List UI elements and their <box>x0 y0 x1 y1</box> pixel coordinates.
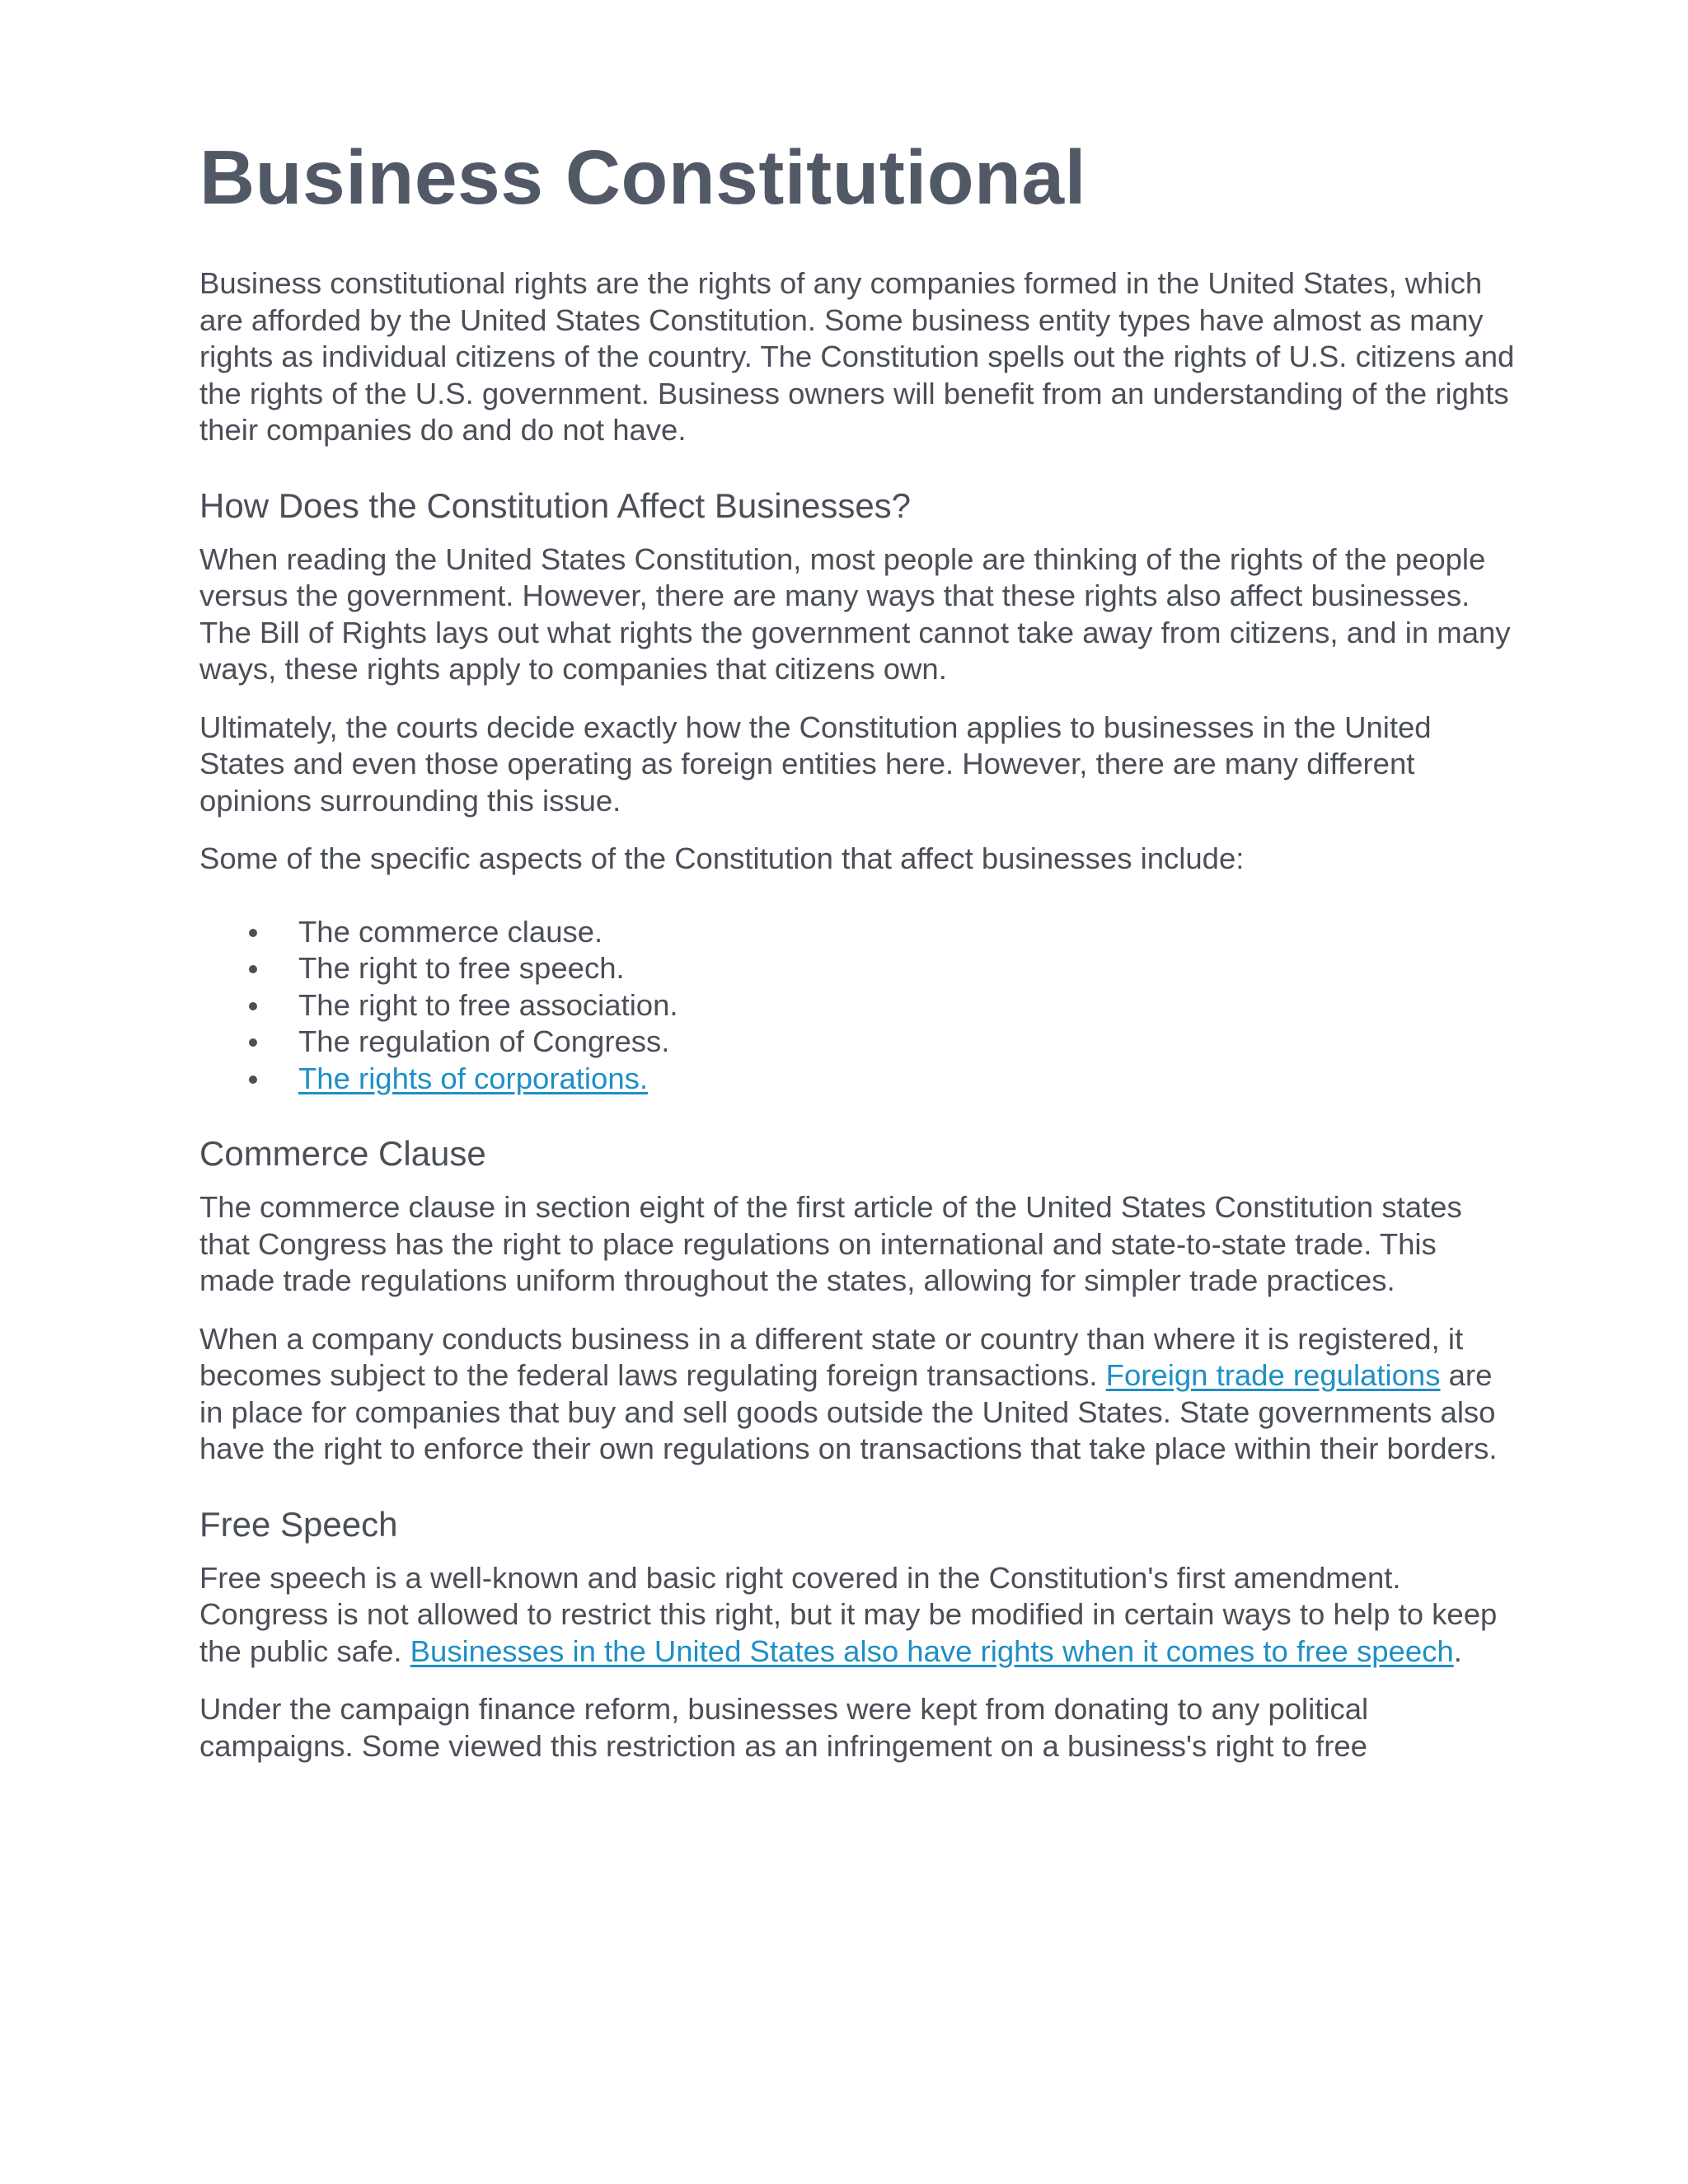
bullet-icon <box>249 929 257 937</box>
document-title: Business Constitutional <box>199 134 1086 220</box>
rights-of-corporations-link[interactable]: The rights of corporations. <box>298 1061 649 1095</box>
section2-paragraph-1: The commerce clause in section eight of the first article of the United States Constitution states that Congress has the right to place regulations on international and state-to-state trade. This made trade regulations uniform throughout the states, allowing for simpler trade practices. <box>199 1190 1462 1297</box>
aspects-bullet-list <box>199 914 1518 1098</box>
bullet-icon <box>249 1002 257 1010</box>
list-item: The commerce clause. <box>199 914 1518 951</box>
section3-paragraph-1: Free speech is a well-known and basic right covered in the Constitution's first amendment. Congress is not allowed to restrict this right, but it may be modified in certain ways to help to keep the public safe. Businesses in the United States also have rights when it comes to free speech. <box>199 1560 1498 1668</box>
section3-paragraph-2: Under the campaign finance reform, businesses were kept from donating to any political campaigns. Some viewed this restriction as an infringement on a business's right to free <box>199 1692 1369 1763</box>
list-item <box>199 1061 1518 1098</box>
list-item: The right to free speech. <box>199 950 1518 987</box>
intro-paragraph: Business constitutional rights are the rights of any companies formed in the United States, which are afforded by the United States Constitution. Some business entity types have almost as many rights as individual citizens of the country. The Constitution spells out the rights of U.S. citizens and the rights of the U.S. government. Business owners will benefit from an understanding of the rights their companies do and do not have. <box>199 266 1515 447</box>
list-item: The regulation of Congress. <box>199 1024 1518 1061</box>
bullet-icon <box>249 1038 257 1047</box>
section1-paragraph-2: Ultimately, the courts decide exactly how the Constitution applies to businesses in the United States and even those operating as foreign entities here. However, there are many different opinions surrounding this issue. <box>199 710 1432 818</box>
business-free-speech-link[interactable]: Businesses in the United States also have rights when it comes to free speech <box>410 1633 1454 1668</box>
foreign-trade-regulations-link[interactable]: Foreign trade regulations <box>1105 1358 1441 1392</box>
section-heading-constitution-affect: How Does the Constitution Affect Businesses? <box>199 485 912 525</box>
list-item: The right to free association. <box>199 987 1518 1024</box>
document-page <box>199 132 1518 1765</box>
section-heading-commerce-clause: Commerce Clause <box>199 1134 486 1173</box>
section-heading-free-speech: Free Speech <box>199 1504 398 1544</box>
section1-paragraph-1: When reading the United States Constitution, most people are thinking of the rights of the people versus the government. However, there are many ways that these rights also affect businesses. The Bill of Rights lays out what rights the government cannot take away from citizens, and in many ways, these rights apply to companies that citizens own. <box>199 541 1511 686</box>
bullet-icon <box>249 965 257 973</box>
section1-paragraph-3: Some of the specific aspects of the Constitution that affect businesses include: <box>199 841 1245 875</box>
bullet-icon <box>249 1076 257 1084</box>
section2-paragraph-2: When a company conducts business in a different state or country than where it is registered, it becomes subject to the federal laws regulating foreign transactions. Foreign trade regulations are in place for companies that buy and sell goods outside the United States. State governments also have the right to enforce their own regulations on transactions that take place within their borders. <box>199 1321 1498 1465</box>
